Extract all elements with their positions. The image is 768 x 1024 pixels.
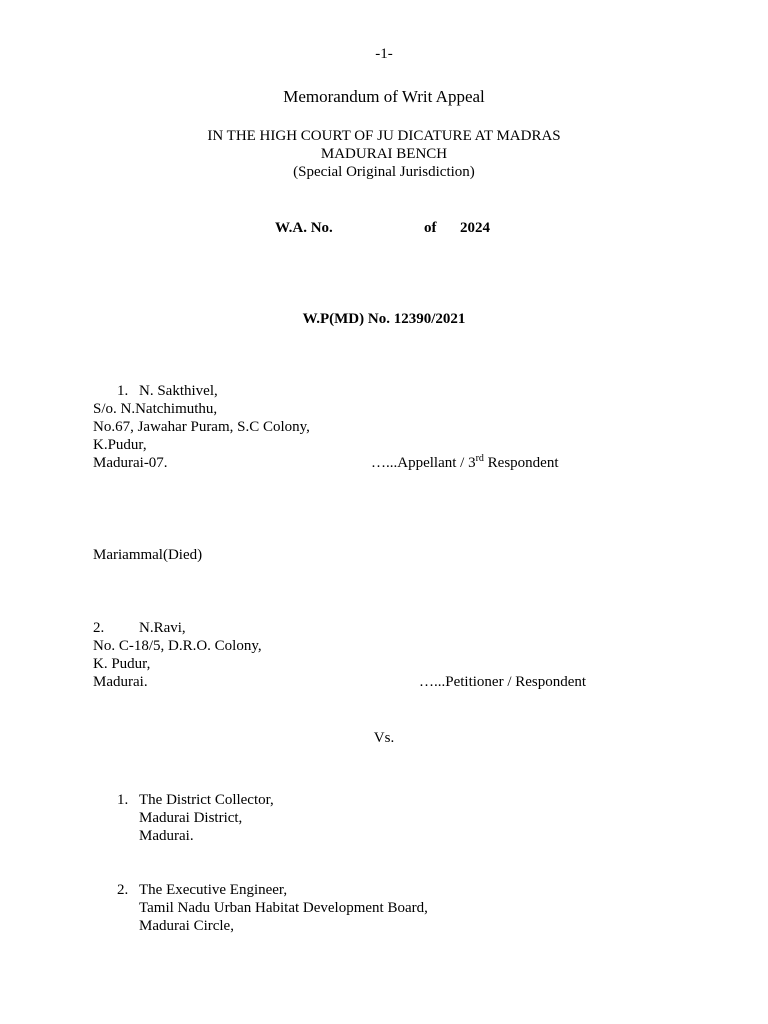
petitioner-number: 2. [93, 620, 105, 636]
memo-title: Memorandum of Writ Appeal [283, 87, 485, 106]
petitioner-address-line: No. C-18/5, D.R.O. Colony, [93, 638, 262, 654]
appellant-role [371, 454, 559, 472]
deceased-note: Mariammal(Died) [93, 547, 203, 563]
court-bench: MADURAI BENCH [320, 146, 448, 162]
appellant-role-prefix: …...Appellant / 3 [371, 455, 476, 471]
respondent-line: Madurai District, [139, 810, 243, 826]
page-number: -1- [375, 46, 393, 62]
appellant-address-line: K.Pudur, [93, 437, 147, 453]
respondent-line: Madurai Circle, [139, 918, 234, 934]
respondent-number: 2. [117, 882, 129, 898]
respondent-line: Tamil Nadu Urban Habitat Development Board, [139, 900, 428, 916]
petitioner-name: N.Ravi, [139, 620, 186, 636]
petitioner-address-line: Madurai. [93, 674, 148, 690]
wa-year: 2024 [460, 220, 490, 236]
appellant-role-suffix: Respondent [483, 455, 559, 471]
appellant-role-ordinal: rd [475, 453, 484, 464]
petitioner-role: …...Petitioner / Respondent [419, 674, 587, 690]
respondent-line: The District Collector, [139, 792, 274, 808]
appellant-number: 1. [117, 383, 129, 399]
respondent-line: Madurai. [139, 828, 194, 844]
court-jurisdiction: (Special Original Jurisdiction) [293, 164, 475, 180]
respondent-line: The Executive Engineer, [139, 882, 288, 898]
appellant-name: N. Sakthivel, [139, 383, 218, 399]
wa-number-label: W.A. No. [275, 220, 333, 236]
wa-of-label: of [424, 220, 437, 236]
appellant-address-line: No.67, Jawahar Puram, S.C Colony, [93, 419, 310, 435]
versus: Vs. [373, 730, 395, 746]
petitioner-address-line: K. Pudur, [93, 656, 151, 672]
appellant-address-line: Madurai-07. [93, 455, 168, 471]
court-name: IN THE HIGH COURT OF JU DICATURE AT MADRAS [207, 128, 561, 144]
wp-number: W.P(MD) No. 12390/2021 [302, 311, 466, 327]
respondent-number: 1. [117, 792, 129, 808]
appellant-address-line: S/o. N.Natchimuthu, [93, 401, 218, 417]
